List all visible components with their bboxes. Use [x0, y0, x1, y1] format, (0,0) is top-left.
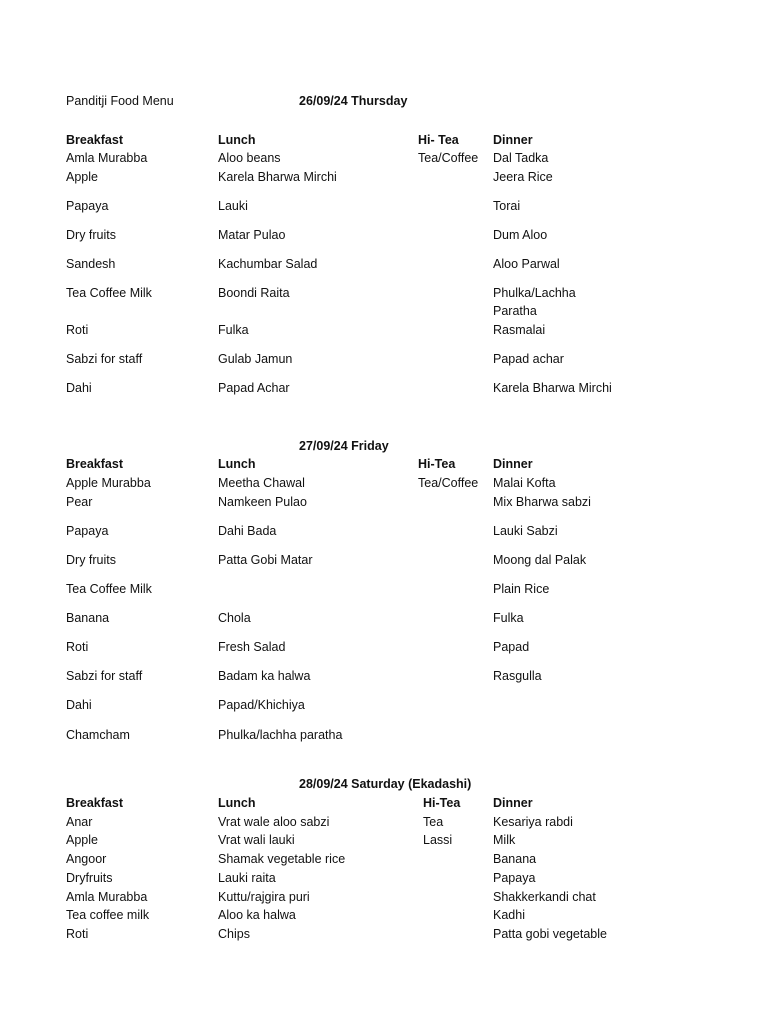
hitea-header: Hi-Tea	[418, 457, 456, 471]
day-date: 27/09/24 Friday	[299, 439, 389, 453]
lunch-item: Badam ka halwa	[218, 669, 311, 683]
dinner-item: Kesariya rabdi	[493, 815, 573, 829]
breakfast-item: Angoor	[66, 852, 107, 866]
lunch-item: Papad/Khichiya	[218, 698, 305, 712]
lunch-item: Chola	[218, 611, 251, 625]
lunch-item: Namkeen Pulao	[218, 495, 307, 509]
dinner-item: Karela Bharwa Mirchi	[493, 381, 612, 395]
lunch-item: Phulka/lachha paratha	[218, 728, 343, 742]
breakfast-item: Banana	[66, 611, 110, 625]
breakfast-item: Sabzi for staff	[66, 669, 143, 683]
dinner-item: Lauki Sabzi	[493, 524, 558, 538]
lunch-item: Shamak vegetable rice	[218, 852, 346, 866]
breakfast-item: Papaya	[66, 199, 109, 213]
breakfast-item: Sabzi for staff	[66, 352, 143, 366]
dinner-item: Phulka/Lachha	[493, 286, 576, 300]
dinner-item: Milk	[493, 833, 516, 847]
breakfast-item: Tea coffee milk	[66, 908, 150, 922]
hitea-item: Tea/Coffee	[418, 476, 479, 490]
dinner-item: Dal Tadka	[493, 151, 549, 165]
breakfast-header: Breakfast	[66, 133, 123, 147]
breakfast-item: Amla Murabba	[66, 890, 148, 904]
breakfast-item: Dryfruits	[66, 871, 113, 885]
breakfast-header: Breakfast	[66, 457, 123, 471]
dinner-item: Moong dal Palak	[493, 553, 587, 567]
lunch-item: Vrat wale aloo sabzi	[218, 815, 330, 829]
lunch-header: Lunch	[218, 796, 256, 810]
dinner-item: Shakkerkandi chat	[493, 890, 596, 904]
lunch-item: Gulab Jamun	[218, 352, 293, 366]
lunch-item: Lauki	[218, 199, 248, 213]
lunch-item: Patta Gobi Matar	[218, 553, 313, 567]
day-date: 26/09/24 Thursday	[299, 94, 408, 108]
dinner-item: Papaya	[493, 871, 536, 885]
dinner-header: Dinner	[493, 457, 533, 471]
dinner-item: Rasgulla	[493, 669, 542, 683]
lunch-item: Boondi Raita	[218, 286, 290, 300]
breakfast-item: Sandesh	[66, 257, 116, 271]
breakfast-item: Apple	[66, 833, 98, 847]
lunch-item: Aloo ka halwa	[218, 908, 296, 922]
breakfast-item: Tea Coffee Milk	[66, 582, 152, 596]
lunch-item: Meetha Chawal	[218, 476, 305, 490]
lunch-item: Aloo beans	[218, 151, 281, 165]
breakfast-item: Dry fruits	[66, 553, 116, 567]
breakfast-item: Roti	[66, 640, 89, 654]
lunch-item: Fulka	[218, 323, 249, 337]
breakfast-item: Chamcham	[66, 728, 130, 742]
breakfast-item: Dahi	[66, 381, 92, 395]
lunch-item: Vrat wali lauki	[218, 833, 295, 847]
dinner-item: Plain Rice	[493, 582, 550, 596]
lunch-item: Kachumbar Salad	[218, 257, 318, 271]
breakfast-item: Dahi	[66, 698, 92, 712]
dinner-item: Patta gobi vegetable	[493, 927, 607, 941]
breakfast-header: Breakfast	[66, 796, 123, 810]
breakfast-item: Tea Coffee Milk	[66, 286, 152, 300]
breakfast-item: Papaya	[66, 524, 109, 538]
breakfast-item: Apple Murabba	[66, 476, 151, 490]
lunch-header: Lunch	[218, 133, 256, 147]
dinner-item: Malai Kofta	[493, 476, 556, 490]
dinner-item: Dum Aloo	[493, 228, 548, 242]
breakfast-item: Dry fruits	[66, 228, 116, 242]
dinner-item: Rasmalai	[493, 323, 546, 337]
lunch-header: Lunch	[218, 457, 256, 471]
lunch-item: Dahi Bada	[218, 524, 277, 538]
day-date: 28/09/24 Saturday (Ekadashi)	[299, 777, 472, 791]
dinner-header: Dinner	[493, 796, 533, 810]
dinner-item: Jeera Rice	[493, 170, 553, 184]
hitea-header: Hi-Tea	[423, 796, 461, 810]
dinner-item: Papad achar	[493, 352, 564, 366]
dinner-item: Banana	[493, 852, 537, 866]
lunch-item: Papad Achar	[218, 381, 290, 395]
breakfast-item: Anar	[66, 815, 93, 829]
hitea-item: Lassi	[423, 833, 453, 847]
hitea-item: Tea/Coffee	[418, 151, 479, 165]
dinner-item: Kadhi	[493, 908, 525, 922]
dinner-item: Mix Bharwa sabzi	[493, 495, 591, 509]
lunch-item: Lauki raita	[218, 871, 276, 885]
breakfast-item: Roti	[66, 323, 89, 337]
lunch-item: Karela Bharwa Mirchi	[218, 170, 337, 184]
dinner-item: Fulka	[493, 611, 524, 625]
dinner-header: Dinner	[493, 133, 533, 147]
breakfast-item: Roti	[66, 927, 89, 941]
lunch-item: Fresh Salad	[218, 640, 286, 654]
hitea-header: Hi- Tea	[418, 133, 459, 147]
breakfast-item: Apple	[66, 170, 98, 184]
hitea-item: Tea	[423, 815, 444, 829]
lunch-item: Kuttu/rajgira puri	[218, 890, 310, 904]
breakfast-item: Amla Murabba	[66, 151, 148, 165]
breakfast-item: Pear	[66, 495, 93, 509]
lunch-item: Matar Pulao	[218, 228, 286, 242]
page-title: Panditji Food Menu	[66, 94, 174, 108]
dinner-item: Aloo Parwal	[493, 257, 560, 271]
dinner-item: Torai	[493, 199, 521, 213]
dinner-item: Paratha	[493, 304, 537, 318]
lunch-item: Chips	[218, 927, 250, 941]
dinner-item: Papad	[493, 640, 530, 654]
